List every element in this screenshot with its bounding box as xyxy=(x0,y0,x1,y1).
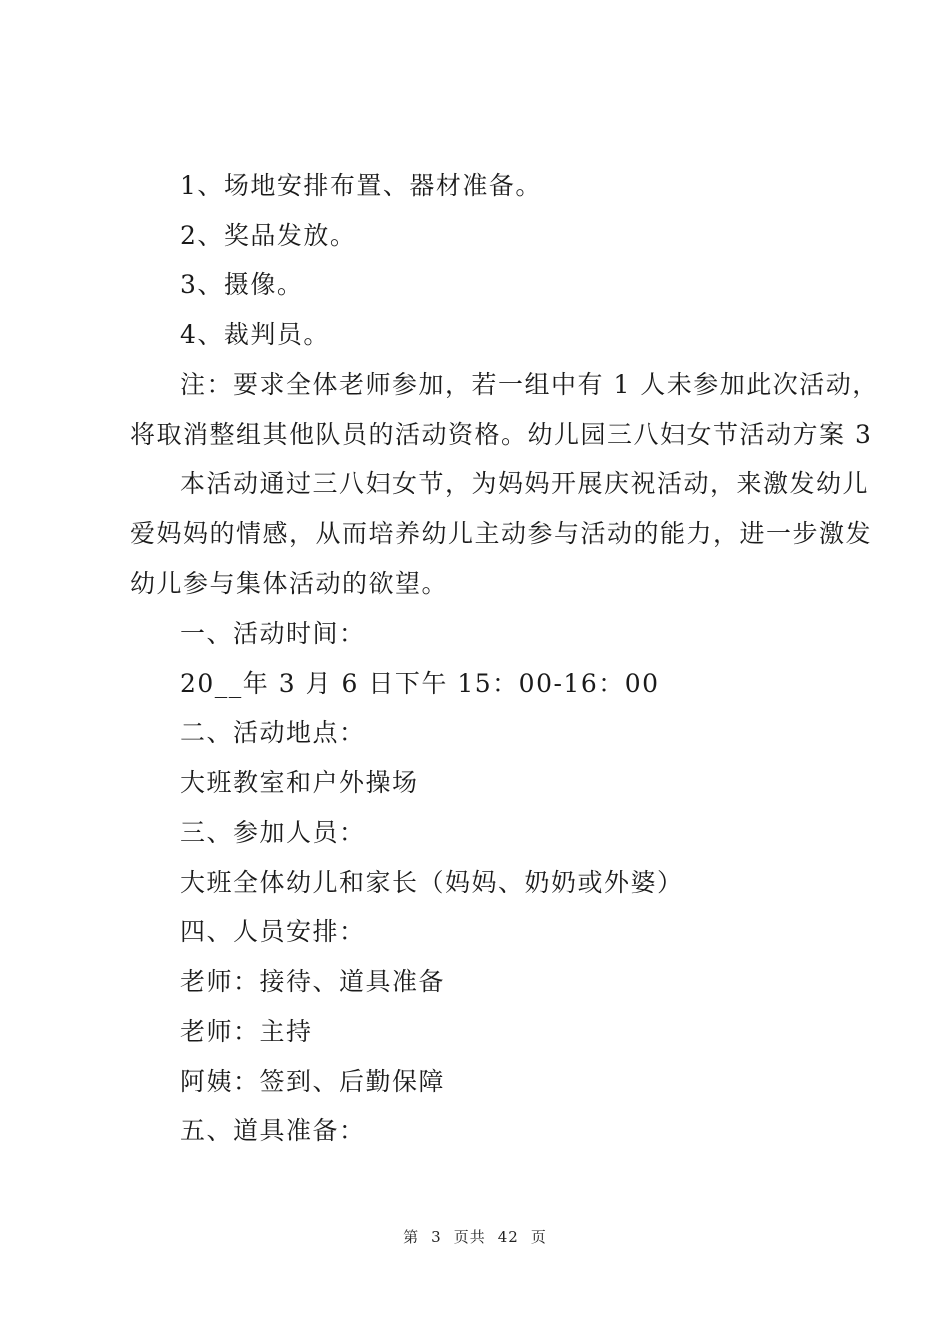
section-heading: 五、道具准备： xyxy=(180,1116,366,1145)
paragraph-line: 幼儿参与集体活动的欲望。 xyxy=(130,569,449,598)
page-footer xyxy=(0,1226,950,1248)
paragraph-line: 将取消整组其他队员的活动资格。幼儿园三八妇女节活动方案 3 xyxy=(130,420,873,449)
section-heading: 四、人员安排： xyxy=(180,917,366,946)
paragraph-line: 20__年 3 月 6 日下午 15：00-16：00 xyxy=(180,669,660,698)
footer-total-pages: 42 xyxy=(497,1228,519,1246)
section-heading: 一、活动时间： xyxy=(180,619,366,648)
paragraph-line: 1、场地安排布置、器材准备。 xyxy=(180,171,542,200)
section-heading: 二、活动地点： xyxy=(180,718,366,747)
paragraph-line: 爱妈妈的情感，从而培养幼儿主动参与活动的能力，进一步激发 xyxy=(130,519,873,548)
footer-suffix: 页 xyxy=(530,1228,547,1246)
paragraph-line: 4、裁判员。 xyxy=(180,320,330,349)
section-heading: 三、参加人员： xyxy=(180,818,366,847)
paragraph-line: 老师：接待、道具准备 xyxy=(180,967,446,996)
footer-middle: 页共 xyxy=(453,1228,486,1246)
paragraph-line: 大班教室和户外操场 xyxy=(180,768,419,797)
footer-prefix: 第 xyxy=(403,1228,420,1246)
paragraph-line: 大班全体幼儿和家长（妈妈、奶奶或外婆） xyxy=(180,868,684,897)
paragraph-line: 阿姨：签到、后勤保障 xyxy=(180,1067,446,1096)
paragraph-line: 2、奖品发放。 xyxy=(180,221,357,250)
paragraph-line: 本活动通过三八妇女节，为妈妈开展庆祝活动，来激发幼儿 xyxy=(180,469,870,498)
paragraph-line: 老师：主持 xyxy=(180,1017,313,1046)
paragraph-line: 注：要求全体老师参加，若一组中有 1 人未参加此次活动， xyxy=(180,370,879,399)
paragraph-line: 3、摄像。 xyxy=(180,270,304,299)
footer-current-page: 3 xyxy=(431,1228,442,1246)
